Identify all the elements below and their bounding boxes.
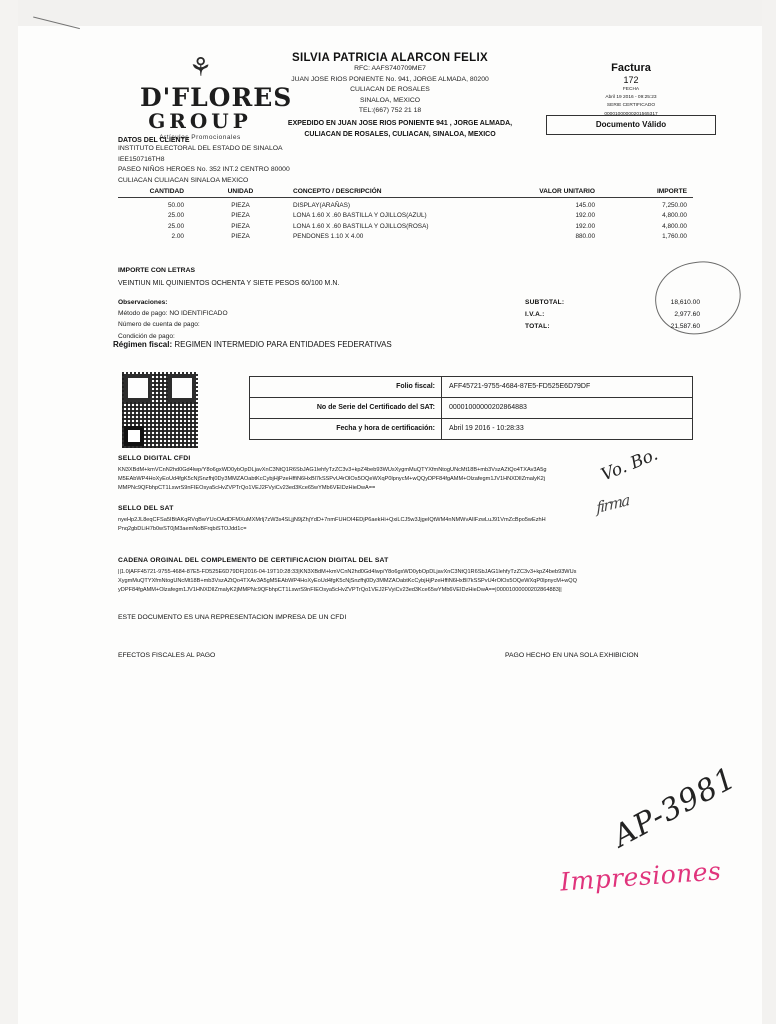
client-block-title: DATOS DEL CLIENTE [118,137,190,144]
invoice-title: Factura [611,62,651,74]
issuer-address-1: JUAN JOSE RIOS PONIENTE No. 941, JORGE ALMADA, 80200 [291,75,489,83]
invoice-number: 172 [623,75,639,85]
table-row [250,377,692,398]
invoice-date-value: Abril 19 2016 - 09:25:23 [605,95,657,101]
issued-at-line-1: EXPEDIDO EN JUAN JOSE RIOS PONIENTE 941 , JORGE ALMADA, [287,120,513,127]
cell-unit: PIEZA [231,222,250,230]
handwritten-label-impresiones: Impresiones [559,856,723,897]
folio-fiscal-label: Folio fiscal: [250,377,442,397]
tax-regime-label: Régimen fiscal: [113,340,173,349]
client-line: CULIACAN CULIACAN SINALOA MEXICO [118,176,249,184]
cell-desc: DISPLAY(ARAÑAS) [293,201,351,209]
tax-regime [113,340,392,349]
cell-amount: 7,250.00 [662,201,687,209]
fiscal-data-table [249,376,693,440]
table-row [118,230,693,241]
client-line: IEE150716TH8 [118,155,165,163]
cell-qty: 25.00 [168,222,184,230]
amount-words-value: VEINTIUN MIL QUINIENTOS OCHENTA Y SIETE PESOS 60/100 M.N. [118,280,340,287]
cell-qty: 2.00 [171,233,184,241]
client-line: PASEO NIÑOS HEROES No. 352 INT.2 CENTRO 80000 [118,166,290,174]
observations-title: Observaciones: [118,299,168,306]
items-header-row [118,188,693,198]
sat-cert-serial-label: No de Serie del Certificado del SAT: [250,398,442,418]
cell-amount: 4,800.00 [662,212,687,220]
iva-label: I.V.A.: [525,311,545,319]
totals-row-subtotal [525,297,700,309]
items-table [118,188,693,240]
original-chain-title: CADENA ORGINAL DEL COMPLEMENTO DE CERTIFICACION DIGITAL DEL SAT [118,557,389,564]
cell-unit-value: 880.00 [575,233,595,241]
totals-row-total [525,321,700,333]
cell-desc: LONA 1.60 X .60 BASTILLA Y OJILLOS(AZUL) [293,212,427,220]
invoice-header [551,62,711,118]
col-cantidad: CANTIDAD [118,188,198,198]
total-value: 21,587.60 [670,323,700,331]
single-payment-note: PAGO HECHO EN UNA SOLA EXHIBICION [505,652,639,659]
issuer-name: SILVIA PATRICIA ALARCON FELIX [292,52,488,64]
scan-edge-left [0,0,18,1024]
table-row [250,419,692,440]
cell-unit-value: 192.00 [575,222,595,230]
cfdi-seal-value: KN3XBdM+kmVCnN2hd0Gd4lwp/Y8o6gxWD0ybOpDLjavXnC3NtQ1R6SbJAG1lehfyTzZC3v3+kpZ4beb93WUsXygmMuQTYXfmNtogUNcMt18B+mb3VszAZtQo4TXAv3A5gM5EAbWP4HoXyEoUd4fgK5cNjSnzfhj0Dy3MMZAOabtKcCybjHjPzeHffiN6HxBl7kSSPvU4rOlOs5OQeWXqP0lpnycM+wQQyDPF84fgAMM+Olzafegm1JV1HNXDlIZmalyK2jMMPNc9QFbhpCT1LswrS9nFIEOsya5cHvZVPTrQo1VEJ2FVyiCv23ed3Kce65wYMb6VEIDzHieDwA== [118,467,547,492]
document-valid-badge: Documento Válido [546,115,716,135]
issuer-rfc: RFC: AAFS740709ME7 [354,65,426,72]
cell-qty: 25.00 [168,212,184,220]
certification-datetime-value: Abril 19 2016 - 10:28:33 [449,425,524,432]
sat-seal-title: SELLO DEL SAT [118,505,174,512]
fiscal-effects-note: EFECTOS FISCALES AL PAGO [118,652,216,659]
invoice-date-label: FECHA [622,87,640,92]
totals-row-iva [525,309,700,321]
printed-representation-note: ESTE DOCUMENTO ES UNA REPRESENTACION IMPRESA DE UN CFDI [118,614,347,621]
col-concepto: CONCEPTO / DESCRIPCIÓN [283,188,518,198]
cell-unit: PIEZA [231,233,250,241]
issuer-address-2: CULIACAN DE ROSALES [350,86,430,94]
cell-amount: 1,760.00 [662,233,687,241]
total-label: TOTAL: [525,323,550,331]
col-valor-unitario: VALOR UNITARIO [518,188,613,198]
table-row [118,198,693,209]
cell-unit-value: 145.00 [575,201,595,209]
cell-desc: PENDONES 1.10 X 4.00 [293,233,364,241]
issuer-phone: TEL:(667) 752 21 18 [358,107,422,115]
logo-brand-name: D'FLORES [140,83,293,112]
logo-glyph-icon: ⚘ [188,53,212,83]
invoice-serie-label: SERIE CERTIFICADO [606,103,656,109]
original-chain-value: ||1.0|AFF45721-9755-4684-87E5-FD525E6D79DF|2016-04-19T10:28:33|KN3XBdM+kmVCnN2hd0Gd4lwp/Y8o6gxWD0ybOpDLjavXnC3NtQ1R6SbJAG1lehfyTzZC3v3+kpZ4beb93WUsXygmMuQTYXfmNtogUNcMt18B+mb3VszAZtQo4TXAv3A5gM5EAbWP4HoXyEoUd4fgK5cNjSnzfhj0Dy3MMZAOabtKcCybjHjPzeHffiN6HxBl7kSSPvU4rOlOs5OQeWXqP0lpnycM+wQQyDPF84fgAMM+Olzafegm1JV1HNXDlIZmalyK2jMMPNc9QFbhpCT1LswrS9nFIEOsya5cHvZVPTrQo1VEJ2FVyiCv23ed3Kce65wYMb6VEIDzHieDwA==|00001000000202864883|| [118,569,577,594]
subtotal-label: SUBTOTAL: [525,299,565,306]
invoice-serie-value: 00001000000201565317 [604,111,658,117]
col-importe: IMPORTE [613,188,693,198]
client-block [118,137,290,186]
payment-account: Número de cuenta de pago: [118,321,200,329]
client-line: INSTITUTO ELECTORAL DEL ESTADO DE SINALOA [118,145,283,152]
table-row [118,219,693,230]
issuer-block [240,52,540,117]
handwritten-vobo: Vo. Bo. [598,444,661,486]
scan-edge-right [762,0,776,1024]
totals-block [525,297,700,334]
tax-regime-value: REGIMEN INTERMEDIO PARA ENTIDADES FEDERATIVAS [174,340,392,349]
payment-condition: Condición de pago: [118,332,175,340]
certification-datetime-label: Fecha y hora de certificación: [250,419,442,439]
subtotal-value: 18,610.00 [670,299,700,306]
handwritten-signature: firma [596,490,630,518]
sat-cert-serial-value: 00001000000202864883 [449,404,527,411]
cell-qty: 50.00 [168,201,184,209]
payment-method: Método de pago: NO IDENTIFICADO [118,310,228,318]
handwritten-code: AP-3981 [607,760,743,855]
table-row [118,209,693,220]
sat-seal-value: nyeHp2JL8eqCFSa5IBtAKqRVqBwYUoOAdDFMXuMXMrlj7zW3s4SLjjN9jZhjYdD+7nmFUHOI4EDjP6aekHi+QxiLCJ5w3JjgeIQtWM4nNMWvAIlFzwLuJ91VmZcBpo5wEzhHPnq2gbDLiH7b0wST0jM3aemNoBFrqbiSTOJdd1c= [118,517,546,533]
cell-unit: PIEZA [231,201,250,209]
cell-unit: PIEZA [231,212,250,220]
cell-amount: 4,800.00 [662,222,687,230]
qr-alignment-marker [124,426,144,446]
logo-brand-group: GROUP [148,109,252,133]
col-unidad: UNIDAD [198,188,283,198]
logo-tagline: Artículos Promocionales [159,134,241,141]
folio-fiscal-value: AFF45721-9755-4684-87E5-FD525E6D79DF [449,383,591,390]
cfdi-seal-title: SELLO DIGITAL CFDI [118,455,191,462]
table-row [250,398,692,419]
issued-at-line-2: CULIACAN DE ROSALES, CULIACAN, SINALOA, MEXICO [304,131,496,139]
cell-desc: LONA 1.60 X .60 BASTILLA Y OJILLOS(ROSA) [293,222,429,230]
cell-unit-value: 192.00 [575,212,595,220]
observations-block [118,297,228,342]
iva-value: 2,977.60 [674,311,700,319]
scan-edge-top [0,0,776,26]
amount-words-label: IMPORTE CON LETRAS [118,267,196,274]
issuer-address-3: SINALOA, MEXICO [359,96,421,104]
